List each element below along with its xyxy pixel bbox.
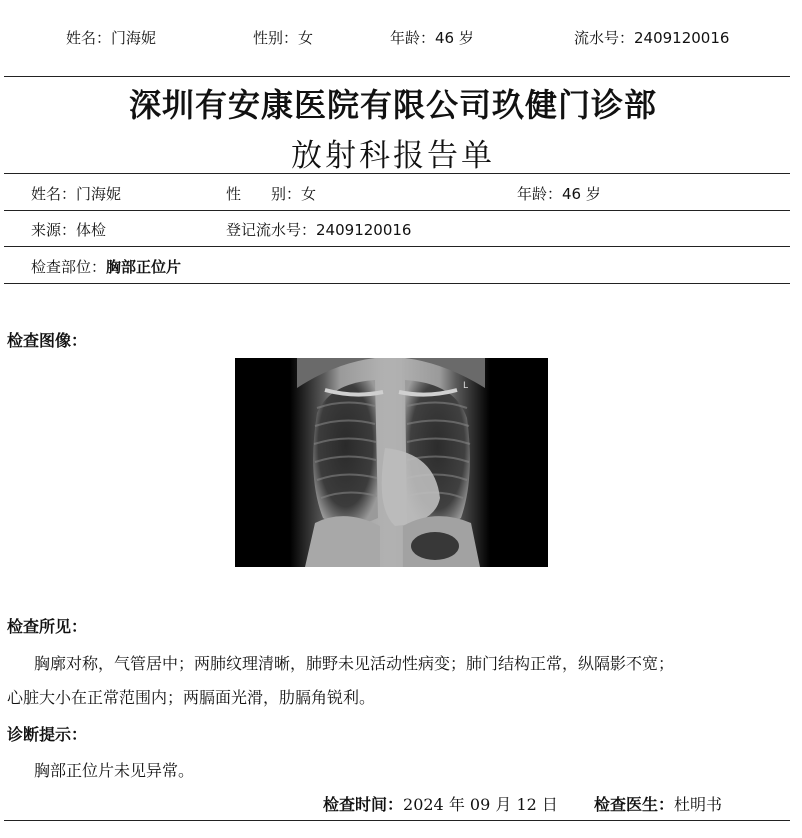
diagnosis-heading: 诊断提示： [7,725,88,744]
patient-gender: 性 别：女 [226,185,317,203]
patient-source: 来源：体检 [31,221,107,239]
patient-serial: 登记流水号：2409120016 [226,221,412,239]
info-divider-2 [4,210,790,211]
info-divider-3 [4,246,790,247]
patient-name: 姓名：门海妮 [31,185,122,203]
header-serial: 流水号：2409120016 [574,29,730,47]
exam-part: 检查部位：胸部正位片 [31,258,182,276]
xray-graphic [235,358,548,567]
exam-time: 检查时间：2024 年 09 月 12 日 [323,795,558,814]
exam-doctor: 检查医生：杜明书 [594,795,723,814]
findings-text-line2: 心脏大小在正常范围内；两膈面光滑，肋膈角锐利。 [7,688,376,707]
header-age: 年龄：46 岁 [390,29,474,47]
footer-divider [4,820,790,821]
diagnosis-text: 胸部正位片未见异常。 [34,761,195,780]
header-gender: 性别：女 [253,29,314,47]
image-heading: 检查图像： [7,331,88,350]
findings-text-line1: 胸廓对称，气管居中；两肺纹理清晰，肺野未见活动性病变；肺门结构正常，纵隔影不宽； [34,654,675,673]
org-title: 深圳有安康医院有限公司玖健门诊部 [128,86,657,124]
findings-heading: 检查所见： [7,617,88,636]
header-divider [4,76,790,77]
report-title: 放射科报告单 [291,138,495,174]
chest-xray-image [235,358,548,567]
info-divider-1 [4,173,790,174]
xray-side-marker: L [463,381,469,391]
header-name: 姓名：门海妮 [66,29,157,47]
patient-age: 年龄：46 岁 [517,185,601,203]
info-divider-4 [4,283,790,284]
